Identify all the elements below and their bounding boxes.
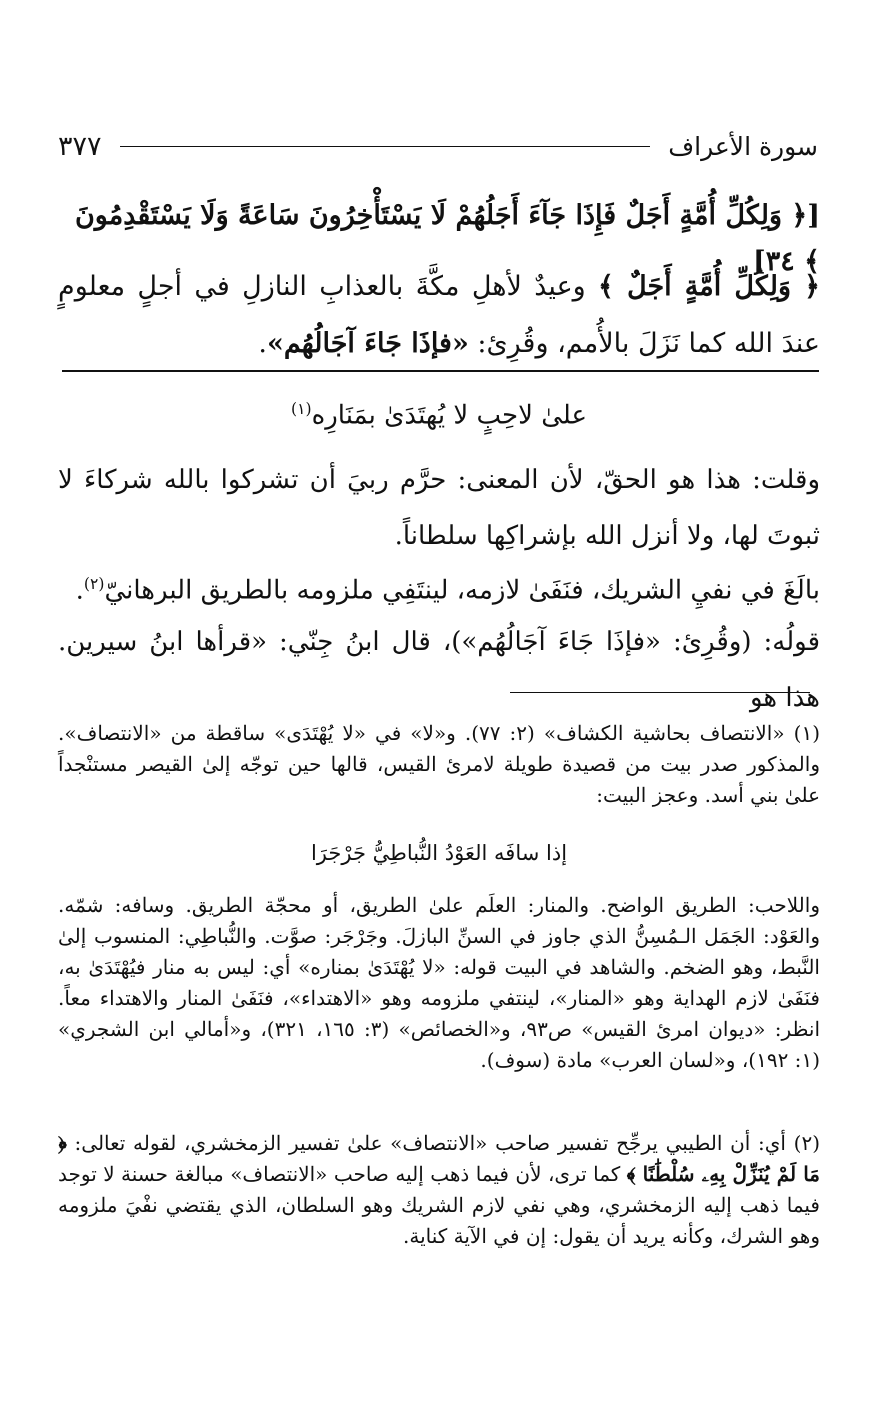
footnote-ref-2: (٢)	[83, 575, 105, 593]
page-number: ٣٧٧	[58, 130, 102, 162]
commentary-paragraph-2-end: .	[75, 575, 84, 606]
quran-verse: [﴿ وَلِكُلِّ أُمَّةٍ أَجَلٌ فَإِذَا جَآءَ أَجَلُهُمْ لَا يَسْتَأْخِرُونَ سَاعَةً وَلَا يَسْتَقْدِمُونَ ﴾ ٣٤]	[74, 200, 820, 277]
commentary-paragraph-3: قولُه: (وقُرِئ: «فإذَا جَاءَ آجَالُهُم»)، قال ابنُ جِنّي: «قرأها ابنُ سيرين. هذا هو	[58, 627, 820, 713]
footnote-separator	[510, 692, 810, 693]
tafsir-text: وعيدٌ لأهلِ مكَّةَ بالعذابِ النازلِ في أجلٍ معلومٍ عندَ الله كما نَزَلَ بالأُمم، وقُرِئ:	[58, 271, 820, 359]
commentary-paragraph-2	[58, 556, 820, 619]
running-header	[58, 126, 818, 166]
quran-phrase: ﴿ وَلِكُلِّ أُمَّةٍ أَجَلٌ ﴾	[598, 271, 820, 302]
footnote-1-verse: إذا سافَه العَوْدُ النُّباطِيُّ جَرْجَرَا	[310, 841, 568, 865]
tafsir-paragraph	[58, 258, 820, 372]
qiraah-reading: «فإذَا جَاءَ آجَالُهُم»	[266, 328, 469, 359]
footnote-1-part-2: واللاحب: الطريق الواضح. والمنار: العلَم علىٰ الطريق، أو محجّة الطريق. وسافه: شمّه. والعَوْد: الجَمَل الـمُسِنُّ الذي جاوز في السنِّ البازلَ. وجَرْجَر: صوَّت. والنُّباطِي: المنسوب إلىٰ النَّبط، وهو الضخم. والشاهد في البيت قوله: «لا يُهْتَدَىٰ بمناره» أي: ليس به منار فيُهْتَدَىٰ به، فنَفَىٰ لازم الهداية وهو «المنار»، لينتفي ملزومه وهو «الاهتداء»، فنَفَىٰ المنار والاهتداء معاً. انظر: «ديوان امرئ القيس» ص٩٣، و«الخصائص» (٣: ١٦٥، ٣٢١)، و«أمالي ابن الشجري» (١: ١٩٢)، و«لسان العرب» مادة (سوف).	[58, 893, 821, 1072]
poetry-verse-text: علىٰ لاحِبٍ لا يُهتَدَىٰ بمَنَارِه	[311, 400, 587, 431]
footnote-2-quran: ﴿ مَا لَمْ يُنَزِّلْ بِهِۦ سُلْطَٰنًا ﴾	[58, 1131, 820, 1186]
surah-name: سورة الأعراف	[668, 131, 818, 161]
footnote-1-part-1: (١) «الانتصاف بحاشية الكشاف» (٢: ٧٧). و«لا» في «لا يُهْتَدَى» ساقطة من «الانتصاف». والمذكور صدر بيت من قصيدة طويلة لامرئ القيس، قالها حين توجّه إلىٰ القيصر مستنْجداً علىٰ بني أسد. وعجز البيت:	[58, 721, 820, 807]
tafsir-end: .	[258, 328, 267, 359]
section-divider	[62, 370, 819, 372]
footnote-2	[58, 1128, 820, 1252]
header-rule	[120, 146, 651, 147]
footnote-2-text-b: كما ترى، لأن فيما ذهب إليه صاحب «الانتصاف» مبالغة حسنة لا توجد فيما ذهب إليه الزمخشري، وهي نفي لازم الشريك وهو السلطان، الذي يقتضي نفْيَ ملزومه وهو الشرك، وكأنه يريد أن يقول: إن في الآية كناية.	[58, 1162, 820, 1248]
commentary-paragraph-1: وقلت: هذا هو الحقّ، لأن المعنى: حرَّم ربيَ أن تشركوا بالله شركاءَ لا ثبوتَ لها، ولا أنزل الله بإشراكِها سلطاناً.	[58, 465, 820, 551]
poetry-verse	[58, 382, 820, 443]
commentary-paragraph-2-text: بالَغَ في نفيِ الشريك، فنَفَىٰ لازمه، لينتَفِي ملزومه بالطريق البرهانيّ	[104, 575, 820, 606]
footnote-ref-1: (١)	[291, 400, 312, 418]
footnote-2-text-a: (٢) أي: أن الطيبي يرجِّح تفسير صاحب «الانتصاف» علىٰ تفسير الزمخشري، لقوله تعالى:	[66, 1131, 820, 1155]
